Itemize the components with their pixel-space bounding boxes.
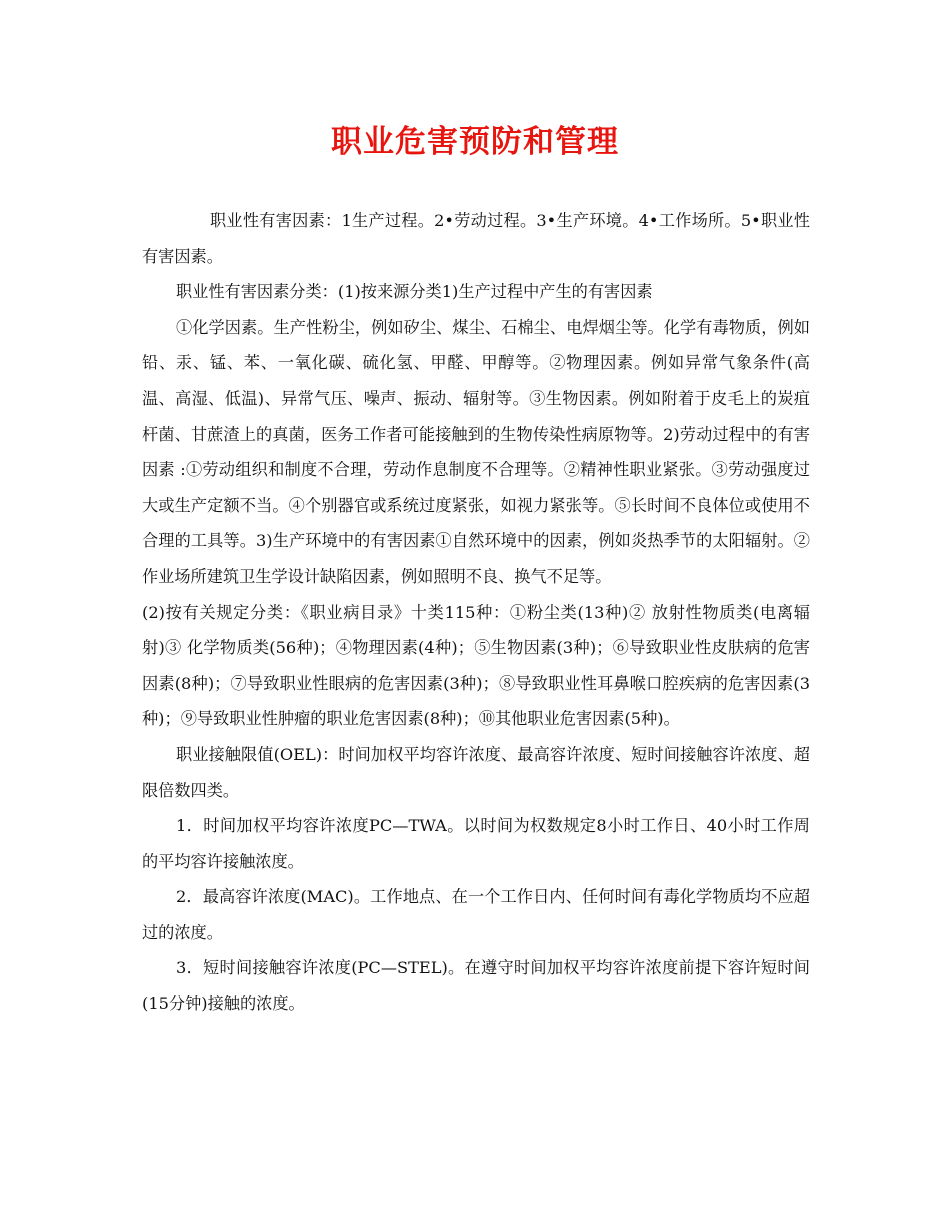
paragraph-pc-twa: 1．时间加权平均容许浓度PC—TWA。以时间为权数规定8小时工作日、40小时工作周的平均容许接触浓度。 — [142, 816, 810, 871]
paragraph-mac: 2．最高容许浓度(MAC)。工作地点、在一个工作日内、任何时间有毒化学物质均不应超过的浓度。 — [142, 887, 810, 942]
paragraph-oel: 职业接触限值(OEL)：时间加权平均容许浓度、最高容许浓度、短时间接触容许浓度、超限倍数四类。 — [142, 744, 810, 800]
document-body — [142, 203, 810, 1022]
document-title: 职业危害预防和管理 — [331, 124, 619, 160]
paragraph-classification-heading: 职业性有害因素分类：(1)按来源分类1)生产过程中产生的有害因素 — [176, 282, 653, 302]
paragraph-hazard-factors: 职业性有害因素：1生产过程。2•劳动过程。3•生产环境。4•工作场所。5•职业性有害因素。 — [142, 211, 810, 266]
paragraph-source-classification: ①化学因素。生产性粉尘，例如矽尘、煤尘、石棉尘、电焊烟尘等。化学有毒物质，例如铅、汞、锰、苯、一氧化碳、硫化氢、甲醛、甲醇等。②物理因素。例如异常气象条件(高温、高湿、低温)、异常气压、噪声、振动、辐射等。③生物因素。例如附着于皮毛上的炭疽杆菌、甘蔗渣上的真菌，医务工作者可能接触到的生物传染性病原物等。2)劳动过程中的有害因素 :①劳动组织和制度不合理，劳动作息制度不合理等。②精神性职业紧张。③劳动强度过大或生产定额不当。④个别器官或系统过度紧张，如视力紧张等。⑤长时间不良体位或使用不合理的工具等。3)生产环境中的有害因素①自然环境中的因素，例如炎热季节的太阳辐射。②作业场所建筑卫生学设计缺陷因素，例如照明不良、换气不足等。 — [142, 317, 810, 586]
paragraph-pc-stel: 3．短时间接触容许浓度(PC—STEL)。在遵守时间加权平均容许浓度前提下容许短时间(15分钟)接触的浓度。 — [142, 958, 810, 1014]
paragraph-regulation-classification: (2)按有关规定分类：《职业病目录》十类115种：①粉尘类(13种)② 放射性物质类(电离辐射)③ 化学物质类(56种)；④物理因素(4种)；⑤生物因素(3种)；⑥导致职业性皮肤病的危害因素(8种)；⑦导致职业性眼病的危害因素(3种)；⑧导致职业性耳鼻喉口腔疾病的危害因素(3种)；⑨导致职业性肿瘤的职业危害因素(8种)；⑩其他职业危害因素(5种)。 — [142, 602, 810, 729]
